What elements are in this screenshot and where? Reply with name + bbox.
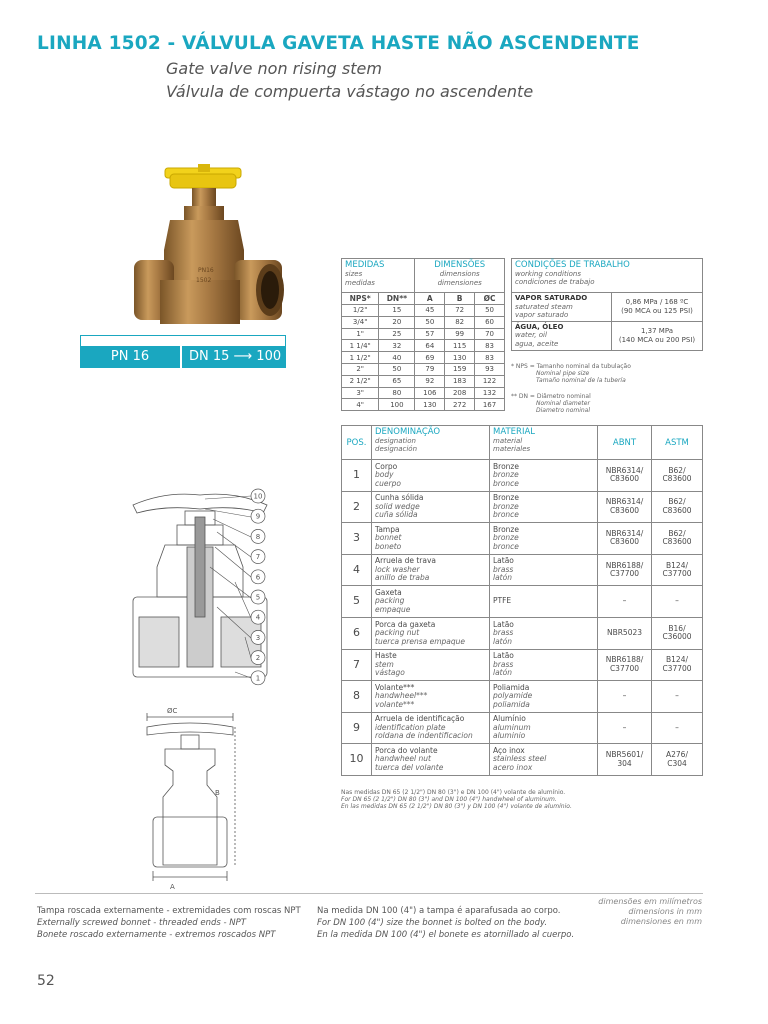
material-name: Bronze bronze bronce <box>490 491 598 523</box>
dimension-row <box>342 328 505 340</box>
dimension-row <box>342 387 505 399</box>
dimension-cell: 72 <box>445 305 475 317</box>
units-note: dimensões em milímetros dimensions in mm dimensiones en mm <box>598 897 702 926</box>
material-designation: Cunha sólida solid wedge cuña sólida <box>372 491 490 523</box>
dimension-cell: 60 <box>475 316 505 328</box>
material-abnt: – <box>598 681 652 713</box>
callout-number: 2 <box>255 654 261 663</box>
page-number: 52 <box>37 973 55 989</box>
dimension-row <box>342 375 505 387</box>
subtitle-english: Gate valve non rising stem <box>166 59 382 78</box>
material-name: Bronze bronze bronce <box>490 523 598 555</box>
dimension-cell: 40 <box>379 352 415 364</box>
material-designation: Arruela de identificação identification plate roldana de indentificacion <box>372 712 490 744</box>
material-name: Aço inox stainless steel acero inox <box>490 744 598 776</box>
material-abnt: NBR6314/ C83600 <box>598 491 652 523</box>
svg-text:1502: 1502 <box>196 277 212 284</box>
dimension-row <box>342 316 505 328</box>
material-pos: 5 <box>342 586 372 618</box>
dim-c-label: ØC <box>167 707 178 715</box>
dimension-cell: 4" <box>342 399 379 411</box>
material-astm: B62/ C83600 <box>652 523 703 555</box>
page-title: LINHA 1502 - VÁLVULA GAVETA HASTE NÃO ASCENDENTE <box>37 33 640 54</box>
material-row <box>342 744 703 776</box>
material-astm: – <box>652 586 703 618</box>
dimension-cell: 64 <box>415 340 445 352</box>
col-nps: NPS* <box>342 293 379 305</box>
dimension-cell: 1 1/4" <box>342 340 379 352</box>
dimension-cell: 92 <box>415 375 445 387</box>
material-astm: – <box>652 712 703 744</box>
dimension-cell: 1" <box>342 328 379 340</box>
dn-badge: DN 15 ⟶ 100 <box>182 346 286 368</box>
callout-number: 1 <box>255 674 261 683</box>
material-row <box>342 554 703 586</box>
material-row <box>342 460 703 492</box>
material-row <box>342 681 703 713</box>
callout-number: 6 <box>255 573 261 582</box>
dim-a-label: A <box>170 883 175 891</box>
subtitle-spanish: Válvula de compuerta vástago no ascendente <box>166 82 534 101</box>
dimensions-header: DIMENSÕES dimensions dimensiones <box>415 259 505 293</box>
dimension-cell: 183 <box>445 375 475 387</box>
badge-line <box>80 335 285 336</box>
materials-table <box>341 425 703 776</box>
material-row <box>342 649 703 681</box>
dimension-cell: 82 <box>445 316 475 328</box>
dimension-cell: 15 <box>379 305 415 317</box>
material-name: Latão brass latón <box>490 649 598 681</box>
material-astm: B62/ C83600 <box>652 460 703 492</box>
sizes-header: MEDIDAS sizes medidas <box>342 259 415 293</box>
material-pos: 4 <box>342 554 372 586</box>
dimension-row <box>342 363 505 375</box>
dimension-cell: 80 <box>379 387 415 399</box>
dimension-cell: 50 <box>379 363 415 375</box>
material-astm: B16/ C36000 <box>652 617 703 649</box>
dimension-drawing <box>135 705 245 895</box>
material-pos: 10 <box>342 744 372 776</box>
material-designation: Tampa bonnet boneto <box>372 523 490 555</box>
dimension-row <box>342 352 505 364</box>
callout-number: 3 <box>255 633 261 642</box>
dimension-cell: 70 <box>475 328 505 340</box>
material-abnt: – <box>598 586 652 618</box>
material-row <box>342 491 703 523</box>
callout-number: 8 <box>255 532 261 541</box>
col-a: A <box>415 293 445 305</box>
dimension-cell: 79 <box>415 363 445 375</box>
water-label: ÁGUA, ÓLEO water, oil agua, aceite <box>512 321 612 350</box>
valve-photo <box>120 160 300 340</box>
material-row <box>342 712 703 744</box>
material-designation: Porca da gaxeta packing nut tuerca prensa empaque <box>372 617 490 649</box>
bonnet-note: Na medida DN 100 (4") a tampa é aparafusada ao corpo. For DN 100 (4") size the bonnet is bolted on the body. En la medida DN 100 (4") el bonete es atornillado al cuerpo. <box>317 906 575 940</box>
dimensions-table <box>341 258 505 411</box>
material-astm: – <box>652 681 703 713</box>
material-pos: 1 <box>342 460 372 492</box>
dimension-cell: 1 1/2" <box>342 352 379 364</box>
material-abnt: NBR6314/ C83600 <box>598 460 652 492</box>
dimension-cell: 208 <box>445 387 475 399</box>
material-name: Poliamida polyamide poliamida <box>490 681 598 713</box>
dimension-cell: 69 <box>415 352 445 364</box>
material-name: Alumínio aluminum aluminio <box>490 712 598 744</box>
dimension-cell: 130 <box>415 399 445 411</box>
dimension-cell: 65 <box>379 375 415 387</box>
material-name: PTFE <box>490 586 598 618</box>
material-astm: B124/ C37700 <box>652 554 703 586</box>
material-abnt: NBR5023 <box>598 617 652 649</box>
abnt-header: ABNT <box>598 426 652 460</box>
sectional-drawing <box>125 487 275 697</box>
material-designation: Porca do volante handwheel nut tuerca del volante <box>372 744 490 776</box>
dimension-cell: 99 <box>445 328 475 340</box>
conditions-header: CONDIÇÕES DE TRABALHO working conditions condiciones de trabajo <box>512 259 703 293</box>
dimension-row <box>342 305 505 317</box>
designation-header: DENOMINAÇÃO designation designación <box>372 426 490 460</box>
water-value: 1,37 MPa (140 MCA ou 200 PSI) <box>612 321 703 350</box>
callout-numbers <box>251 489 265 685</box>
material-pos: 2 <box>342 491 372 523</box>
material-abnt: NBR6314/ C83600 <box>598 523 652 555</box>
dimension-cell: 83 <box>475 352 505 364</box>
callout-number: 4 <box>255 613 261 622</box>
material-pos: 9 <box>342 712 372 744</box>
astm-header: ASTM <box>652 426 703 460</box>
material-designation: Corpo body cuerpo <box>372 460 490 492</box>
material-astm: B124/ C37700 <box>652 649 703 681</box>
material-row <box>342 523 703 555</box>
material-designation: Haste stem vástago <box>372 649 490 681</box>
dimension-cell: 45 <box>415 305 445 317</box>
material-name: Latão brass latón <box>490 554 598 586</box>
dimension-cell: 50 <box>475 305 505 317</box>
material-pos: 3 <box>342 523 372 555</box>
steam-value: 0,86 MPa / 168 ºC (90 MCA ou 125 PSI) <box>612 293 703 322</box>
dimension-cell: 3" <box>342 387 379 399</box>
dimension-cell: 93 <box>475 363 505 375</box>
callout-number: 7 <box>255 553 261 562</box>
dim-b-label: B <box>215 789 220 797</box>
working-conditions-table <box>511 258 703 351</box>
dimension-cell: 32 <box>379 340 415 352</box>
svg-text:PN16: PN16 <box>198 267 214 274</box>
dimension-cell: 100 <box>379 399 415 411</box>
material-abnt: – <box>598 712 652 744</box>
callout-number: 9 <box>255 512 261 521</box>
material-name: Latão brass latón <box>490 617 598 649</box>
material-astm: A276/ C304 <box>652 744 703 776</box>
dimension-cell: 130 <box>445 352 475 364</box>
dimension-cell: 57 <box>415 328 445 340</box>
callout-number: 10 <box>253 492 263 501</box>
dimension-cell: 132 <box>475 387 505 399</box>
callout-number: 5 <box>255 593 261 602</box>
material-designation: Gaxeta packing empaque <box>372 586 490 618</box>
dimension-row <box>342 399 505 411</box>
material-abnt: NBR5601/ 304 <box>598 744 652 776</box>
material-row <box>342 617 703 649</box>
material-astm: B62/ C83600 <box>652 491 703 523</box>
dimension-cell: 1/2" <box>342 305 379 317</box>
dimension-cell: 167 <box>475 399 505 411</box>
nps-note: * NPS = Tamanho nominal da tubulação Nominal pipe size Tamaño nominal de la tubería <box>511 363 631 384</box>
material-designation: Arruela de trava lock washer anillo de traba <box>372 554 490 586</box>
pn-badge: PN 16 <box>80 346 180 368</box>
pos-header: POS. <box>342 426 372 460</box>
dimension-cell: 3/4" <box>342 316 379 328</box>
col-c: ØC <box>475 293 505 305</box>
dimension-cell: 2 1/2" <box>342 375 379 387</box>
material-pos: 7 <box>342 649 372 681</box>
handwheel-footnote: Nas medidas DN 65 (2 1/2") DN 80 (3") e DN 100 (4") volante de alumínio. For DN 65 (2 1/2") DN 80 (3") and DN 100 (4") handwheel of aluminum. En las medidas DN 65 (2 1/2") DN 80 (3") y DN 100 (4") volante de alumínio. <box>341 789 572 810</box>
dimension-cell: 83 <box>475 340 505 352</box>
material-header: MATERIAL material materiales <box>490 426 598 460</box>
steam-label: VAPOR SATURADO saturated steam vapor saturado <box>512 293 612 322</box>
bottom-divider <box>35 893 703 894</box>
material-abnt: NBR6188/ C37700 <box>598 649 652 681</box>
construction-note: Tampa roscada externamente - extremidades com roscas NPT Externally screwed bonnet - threaded ends - NPT Bonete roscado externamente - extremos roscados NPT <box>37 906 301 940</box>
col-b: B <box>445 293 475 305</box>
dimension-cell: 2" <box>342 363 379 375</box>
dimension-cell: 20 <box>379 316 415 328</box>
dimension-cell: 272 <box>445 399 475 411</box>
dimension-cell: 122 <box>475 375 505 387</box>
dimension-cell: 25 <box>379 328 415 340</box>
material-abnt: NBR6188/ C37700 <box>598 554 652 586</box>
dimension-cell: 159 <box>445 363 475 375</box>
dimension-cell: 50 <box>415 316 445 328</box>
material-designation: Volante*** handwheel*** volante*** <box>372 681 490 713</box>
dimension-row <box>342 340 505 352</box>
material-row <box>342 586 703 618</box>
col-dn: DN** <box>379 293 415 305</box>
dimension-cell: 115 <box>445 340 475 352</box>
material-pos: 8 <box>342 681 372 713</box>
dimension-cell: 106 <box>415 387 445 399</box>
material-pos: 6 <box>342 617 372 649</box>
dn-note: ** DN = Diâmetro nominal Nominal diameter Diametro nominal <box>511 393 591 414</box>
material-name: Bronze bronze bronce <box>490 460 598 492</box>
